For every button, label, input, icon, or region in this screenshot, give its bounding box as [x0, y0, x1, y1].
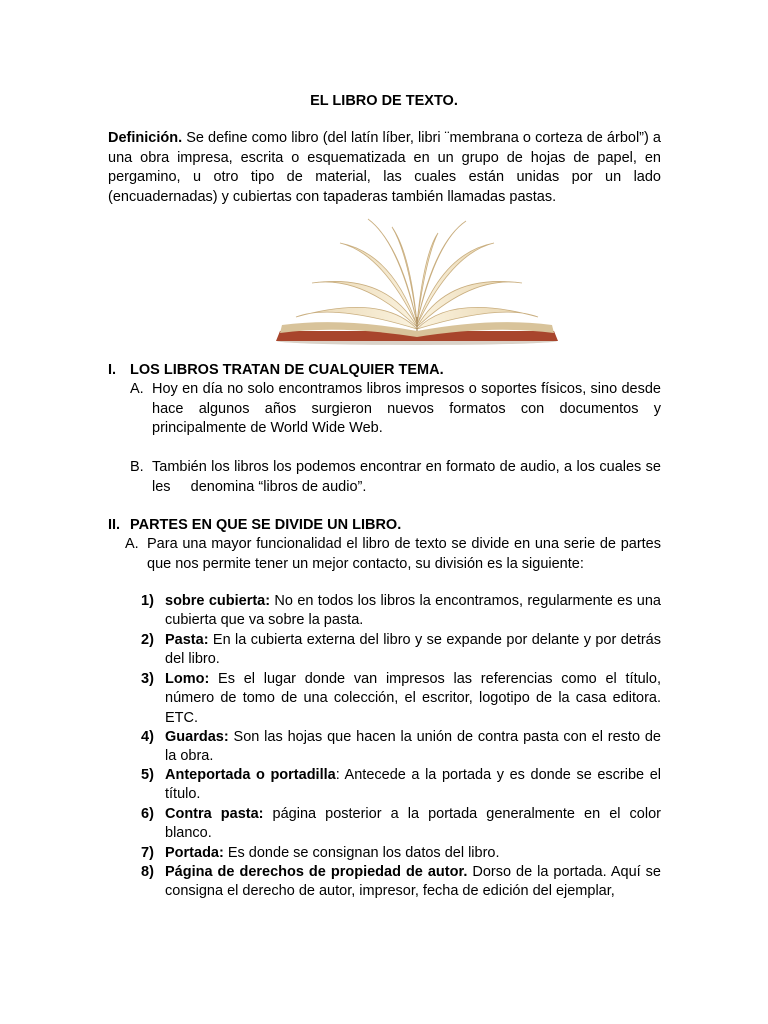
section-1-number: I. [108, 362, 117, 378]
list-item-text: Son las hojas que hacen la unión de contra pasta con el resto de la obra. [165, 729, 661, 765]
document-title: EL LIBRO DE TEXTO. [310, 93, 458, 109]
section-1-item-b [130, 458, 666, 497]
list-item [141, 631, 661, 670]
list-item-text: Es el lugar donde van impresos las referencias como el título, número de tomo de una colección, el escritor, logotipo de la casa editora. ETC. [165, 671, 661, 726]
list-item-heading: Portada: [165, 845, 224, 861]
list-item-text: No en todos los libros la encontramos, regularmente es una cubierta que va sobre la pasta. [165, 593, 662, 629]
definition-paragraph [108, 129, 661, 207]
section-2-number: II. [108, 517, 121, 533]
list-item-heading: Pasta: [165, 632, 209, 648]
list-item-number: 5) [141, 767, 154, 783]
list-item-heading: Lomo: [165, 671, 210, 687]
section-1-title: LOS LIBROS TRATAN DE CUALQUIER TEMA. [130, 362, 444, 378]
list-item-number: 4) [141, 729, 154, 745]
list-item-number: 3) [141, 671, 154, 687]
list-item [141, 863, 661, 902]
open-book-icon [272, 213, 562, 345]
list-item-number: 1) [141, 593, 154, 609]
list-item [141, 670, 661, 728]
section-2-item-a-text: Para una mayor funcionalidad el libro de texto se divide en una serie de partes que nos permite tener un mejor contacto, su división es la siguiente: [147, 536, 661, 572]
section-1-item-a-letter: A. [130, 381, 144, 397]
list-item-text: : Antecede a la portada y es donde se escribe el título. [165, 767, 661, 803]
definition-text: Se define como libro (del latín líber, libri ¨membrana o corteza de árbol”) a una obra impresa, escrita o esquematizada en un grupo de hojas de papel, en pergamino, u otro tipo de material, las cuales están unidas por un lado (encuadernadas) y cubiertas con tapaderas también llamadas pastas. [108, 130, 661, 205]
section-1-item-b-letter: B. [130, 459, 144, 475]
list-item [141, 844, 661, 863]
section-2-item-a-letter: A. [125, 536, 139, 552]
section-1-item-a-text: Hoy en día no solo encontramos libros impresos o soportes físicos, sino desde hace algunos años surgieron nuevos formatos con documentos y principalmente de World Wide Web. [152, 381, 661, 436]
list-item-heading: Contra pasta: [165, 806, 264, 822]
list-item [141, 766, 661, 805]
list-item-number: 8) [141, 864, 154, 880]
section-2-title: PARTES EN QUE SE DIVIDE UN LIBRO. [130, 517, 402, 533]
list-item-heading: sobre cubierta: [165, 593, 271, 609]
definition-label: Definición. [108, 130, 183, 146]
list-item-heading: Anteportada o portadilla [165, 767, 336, 783]
section-2-item-a [125, 535, 661, 574]
list-item-text: Dorso de la portada. Aquí se consigna el derecho de autor, impresor, fecha de edición del ejemplar, [165, 864, 661, 900]
section-1-item-a [130, 380, 661, 439]
list-item-heading: Guardas: [165, 729, 229, 745]
list-item-text: página posterior a la portada generalmente en el color blanco. [165, 806, 661, 842]
list-item-number: 7) [141, 845, 154, 861]
list-item-heading: Página de derechos de propiedad de autor. [165, 864, 468, 880]
section-1-heading [108, 361, 668, 380]
list-item [141, 805, 661, 844]
list-item-text: Es donde se consignan los datos del libro. [223, 845, 500, 861]
list-item [141, 728, 661, 767]
list-item-text: En la cubierta externa del libro y se expande por delante y por detrás del libro. [165, 632, 661, 668]
section-2-heading [108, 516, 668, 535]
list-item-number: 2) [141, 632, 154, 648]
list-item-number: 6) [141, 806, 154, 822]
section-1-item-b-text: También los libros los podemos encontrar en formato de audio, a los cuales se les denomina “libros de audio”. [152, 459, 666, 495]
list-item [141, 592, 662, 631]
